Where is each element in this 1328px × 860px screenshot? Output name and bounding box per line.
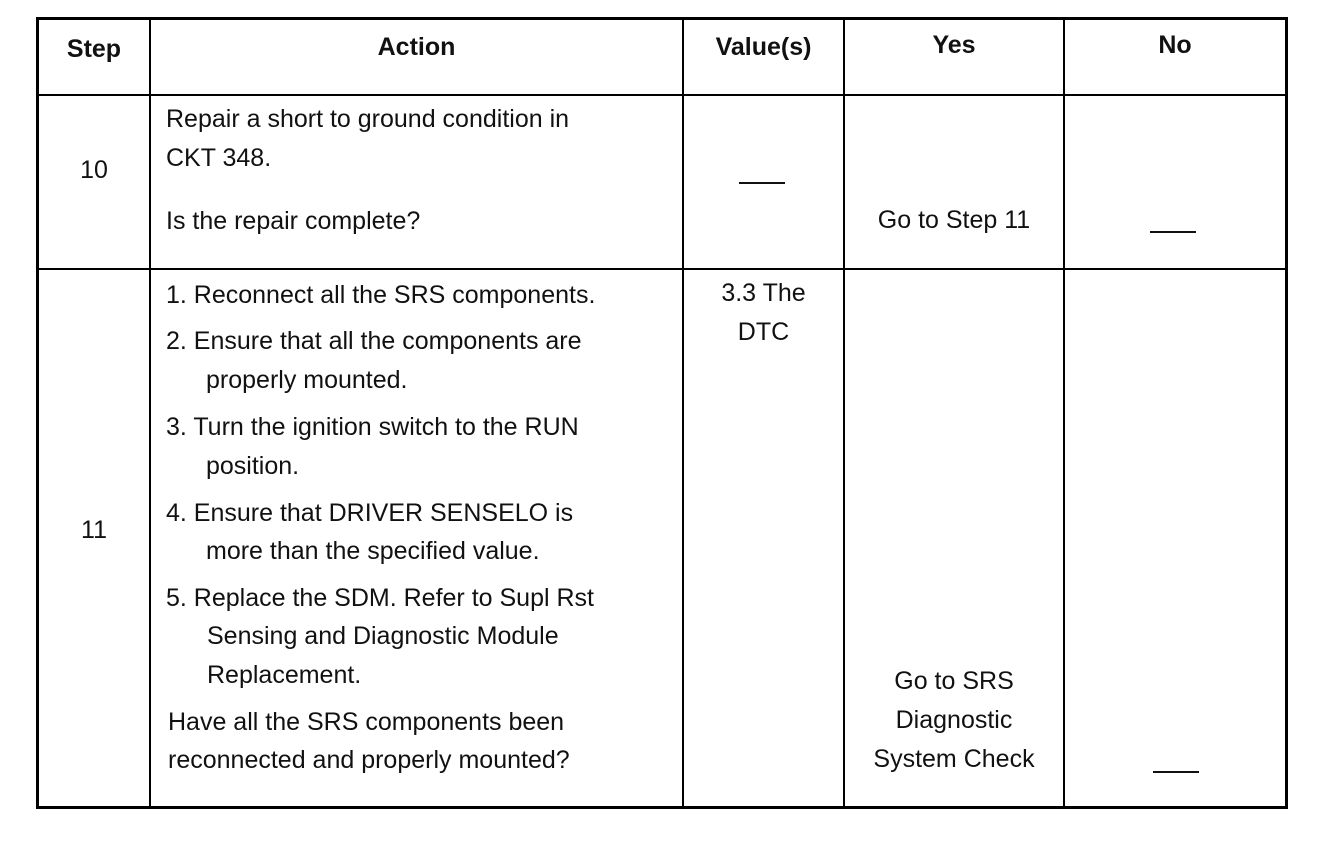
empty-value-dash bbox=[739, 182, 785, 184]
action-list-item-continued: properly mounted. bbox=[206, 366, 408, 394]
row-divider bbox=[39, 268, 1285, 270]
value-text: 3.3 The bbox=[721, 279, 806, 307]
header-yes: Yes bbox=[932, 31, 976, 59]
action-list-item-continued: Sensing and Diagnostic Module bbox=[207, 622, 559, 650]
action-list-item-continued: Replacement. bbox=[207, 661, 362, 689]
action-list-item: 1. Reconnect all the SRS components. bbox=[166, 281, 596, 309]
column-divider bbox=[682, 20, 684, 806]
action-question: reconnected and properly mounted? bbox=[168, 746, 570, 774]
header-step: Step bbox=[66, 35, 122, 63]
value-text: DTC bbox=[737, 318, 790, 346]
action-question: Is the repair complete? bbox=[166, 207, 421, 235]
yes-result: System Check bbox=[873, 745, 1035, 773]
header-values: Value(s) bbox=[715, 33, 812, 61]
yes-result: Diagnostic bbox=[895, 706, 1013, 734]
diagnostic-table bbox=[36, 17, 1288, 809]
yes-result: Go to Step 11 bbox=[877, 206, 1031, 234]
action-list-item: 2. Ensure that all the components are bbox=[166, 327, 582, 355]
column-divider bbox=[1063, 20, 1065, 806]
step-number: 10 bbox=[80, 156, 108, 184]
empty-no-dash bbox=[1150, 231, 1196, 233]
header-action: Action bbox=[377, 33, 456, 61]
row-divider bbox=[39, 94, 1285, 96]
action-question: Have all the SRS components been bbox=[168, 708, 565, 736]
action-list-item-continued: more than the specified value. bbox=[206, 537, 540, 565]
column-divider bbox=[149, 20, 151, 806]
action-text: CKT 348. bbox=[166, 144, 272, 172]
action-list-item: 3. Turn the ignition switch to the RUN bbox=[166, 413, 579, 441]
empty-no-dash bbox=[1153, 771, 1199, 773]
action-list-item: 4. Ensure that DRIVER SENSELO is bbox=[166, 499, 574, 527]
action-list-item-continued: position. bbox=[206, 452, 300, 480]
step-number: 11 bbox=[81, 516, 107, 544]
yes-result: Go to SRS bbox=[894, 667, 1014, 695]
action-text: Repair a short to ground condition in bbox=[166, 105, 570, 133]
action-list-item: 5. Replace the SDM. Refer to Supl Rst bbox=[166, 584, 594, 612]
header-no: No bbox=[1158, 31, 1192, 59]
